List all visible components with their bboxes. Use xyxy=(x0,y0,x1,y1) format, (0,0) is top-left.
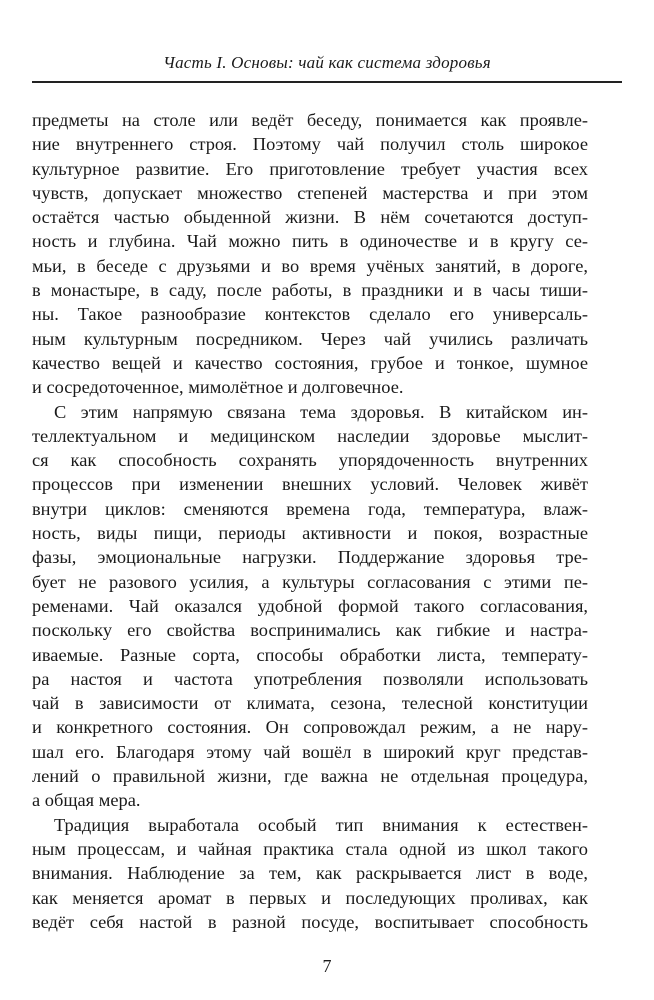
text-line: внимания. Наблюдение за тем, как раскрывается лист в воде, xyxy=(32,863,588,884)
text-line: чай в зависимости от климата, сезона, телесной конституции xyxy=(32,693,588,714)
text-line: ность, виды пищи, периоды активности и покоя, возрастные xyxy=(32,523,588,544)
text-line: ся как способность сохранять упорядоченность внутренних xyxy=(32,450,588,471)
text-line: как меняется аромат в первых и последующих проливах, как xyxy=(32,887,588,908)
text-line: теллектуальном и медицинском наследии здоровье мыслит- xyxy=(32,425,588,446)
paragraph xyxy=(32,108,588,400)
text-line: ным процессам, и чайная практика стала одной из школ такого xyxy=(32,838,588,859)
text-line: процессов при изменении внешних условий. Человек живёт xyxy=(32,474,588,495)
text-line: поскольку его свойства воспринимались как гибкие и настра- xyxy=(32,620,588,641)
text-line: С этим напрямую связана тема здоровья. В китайском ин- xyxy=(54,401,588,422)
text-line: а общая мера. xyxy=(32,790,141,811)
text-line: бует не разового усилия, а культуры согласования с этими пе- xyxy=(32,571,588,592)
text-line: мьи, в беседе с друзьями и во время учёных занятий, в дороге, xyxy=(32,255,588,276)
running-header: Часть I. Основы: чай как система здоровья xyxy=(163,53,491,72)
page-number: 7 xyxy=(322,956,332,976)
text-line: в монастыре, в саду, после работы, в праздники и в часы тиши- xyxy=(32,280,588,301)
paragraph xyxy=(32,400,588,813)
text-line: шал его. Благодаря этому чай вошёл в широкий круг представ- xyxy=(32,741,588,762)
text-line: ность и глубина. Чай можно пить в одиночестве и в кругу се- xyxy=(32,231,588,252)
text-line: ны. Такое разнообразие контекстов сделало его универсаль- xyxy=(32,304,588,325)
text-line: качество вещей и качество состояния, грубое и тонкое, шумное xyxy=(32,352,588,373)
text-line: внутри циклов: сменяются времена года, температура, влаж- xyxy=(32,498,588,519)
text-line: иваемые. Разные сорта, способы обработки листа, температу- xyxy=(32,644,588,665)
text-line: культурное развитие. Его приготовление требует участия всех xyxy=(32,158,588,179)
text-line: предметы на столе или ведёт беседу, понимается как проявле- xyxy=(32,110,588,130)
text-line: лений о правильной жизни, где важна не отдельная процедура, xyxy=(32,766,588,787)
text-line: ным культурным посредником. Через чай учились различать xyxy=(32,328,588,349)
text-line: и конкретного состояния. Он сопровождал режим, а не нару- xyxy=(32,717,588,738)
body-text xyxy=(32,108,588,934)
text-line: ние внутреннего строя. Поэтому чай получил столь широкое xyxy=(32,134,588,155)
text-line: чувств, допускает множество степеней мастерства и при этом xyxy=(32,182,588,203)
text-line: фазы, эмоциональные нагрузки. Поддержание здоровья тре- xyxy=(32,547,588,568)
header-rule xyxy=(32,81,622,83)
text-line: и сосредоточенное, мимолётное и долговечное. xyxy=(32,377,404,398)
text-line: ременами. Чай оказался удобной формой такого согласования, xyxy=(32,595,588,616)
text-line: ра настоя и частота употребления позволяли использовать xyxy=(32,668,588,689)
text-line: остаётся частью обыденной жизни. В нём сочетаются доступ- xyxy=(32,207,588,228)
text-line: ведёт себя настой в разной посуде, воспитывает способность xyxy=(32,911,588,932)
paragraph xyxy=(32,813,588,934)
text-line: Традиция выработала особый тип внимания к естествен- xyxy=(54,814,588,835)
